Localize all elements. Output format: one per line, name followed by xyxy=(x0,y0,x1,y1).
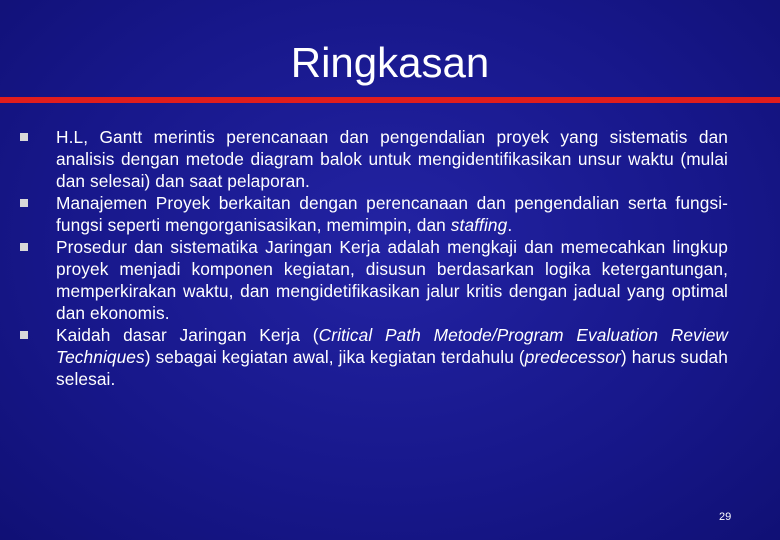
bullet-item xyxy=(56,324,728,390)
text-run: H.L, Gantt merintis perencanaan dan pengendalian proyek yang sistematis dan analisis dengan metode diagram balok untuk mengidentifikasikan unsur waktu (mulai dan selesai) dan saat pelaporan. xyxy=(56,127,728,191)
bullet-text xyxy=(56,127,728,191)
text-run: ) harus sudah selesai. xyxy=(56,347,728,389)
bullet-text xyxy=(56,193,728,235)
title-divider xyxy=(0,97,780,103)
text-run: Manajemen Proyek berkaitan dengan perencanaan dan pengendalian serta fungsi-fungsi seperti mengorganisasikan, memimpin, dan xyxy=(56,193,728,235)
bullet-text xyxy=(56,237,728,323)
italic-term: Critical Path Metode/Program Evaluation Review Techniques xyxy=(56,325,729,367)
square-bullet-icon xyxy=(20,331,28,339)
italic-term: staffing xyxy=(450,215,508,235)
slide-title: Ringkasan xyxy=(290,39,490,86)
text-run: . xyxy=(507,215,513,235)
bullet-list xyxy=(56,126,728,390)
bullet-item xyxy=(56,126,728,192)
bullet-item xyxy=(56,236,728,324)
text-run: Kaidah dasar Jaringan Kerja ( xyxy=(56,325,319,345)
text-run: Prosedur dan sistematika Jaringan Kerja adalah mengkaji dan memecahkan lingkup proyek menjadi komponen kegiatan, disusun berdasarkan logika ketergantungan, memperkirakan waktu, dan mengidetifikasikan jalur kritis dengan jadual yang optimal dan ekonomis. xyxy=(56,237,728,323)
bullet-text xyxy=(56,325,728,389)
square-bullet-icon xyxy=(20,199,28,207)
page-number: 29 xyxy=(719,511,732,523)
square-bullet-icon xyxy=(20,133,28,141)
text-run: ) sebagai kegiatan awal, jika kegiatan terdahulu ( xyxy=(144,347,525,367)
bullet-item xyxy=(56,192,728,236)
square-bullet-icon xyxy=(20,243,28,251)
italic-term: predecessor xyxy=(524,347,621,367)
